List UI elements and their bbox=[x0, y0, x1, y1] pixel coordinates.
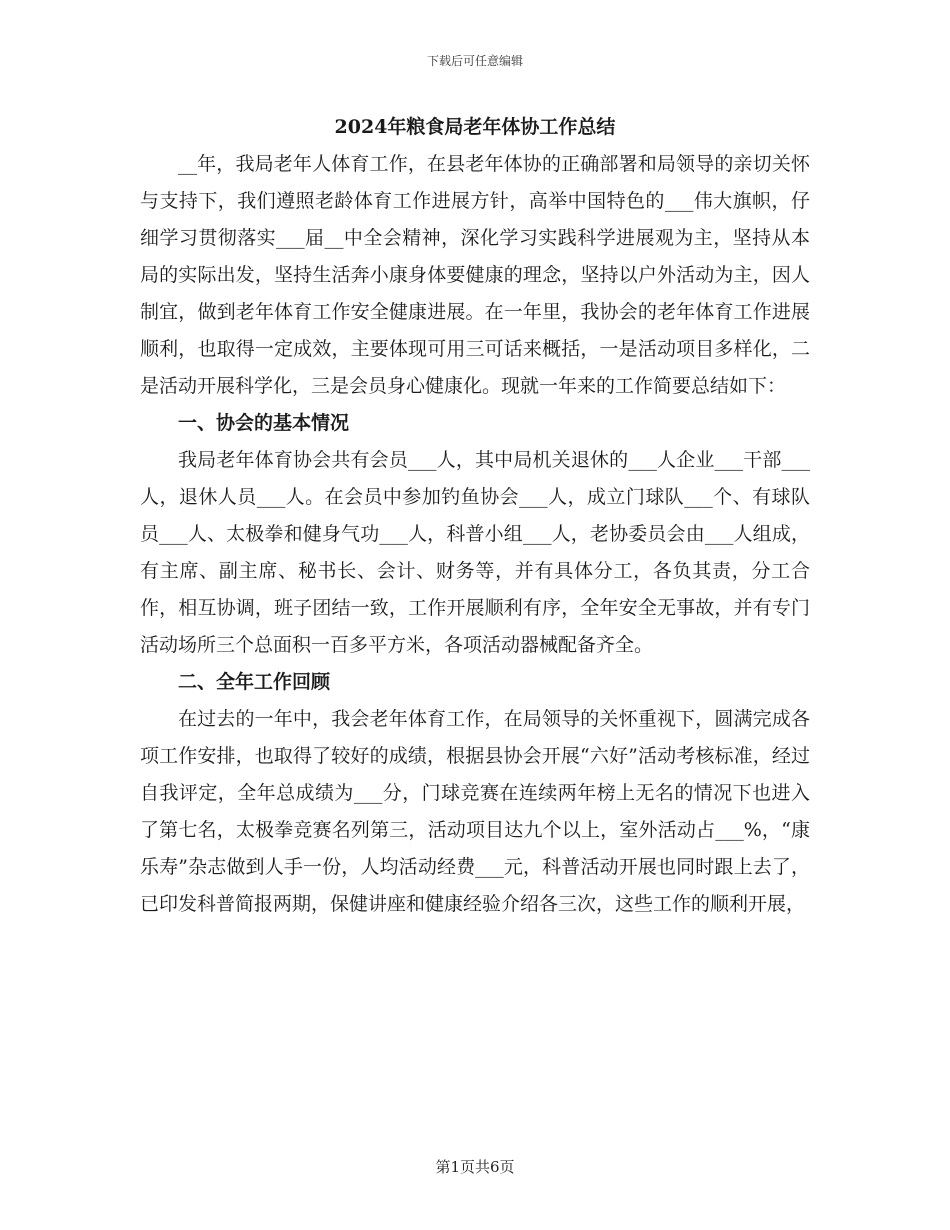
page-header-note: 下载后可任意编辑 bbox=[426, 54, 523, 68]
section-heading-basic-info: 一、协会的基本情况 bbox=[178, 412, 350, 434]
document-body bbox=[140, 146, 810, 923]
basic-info-paragraph: 我局老年体育协会共有会员___人，其中局机关退休的___人企业___干部___人，退休人员___人。在会员中参加钓鱼协会___人，成立门球队___个、有球队员___人、太极拳和健身气功___人，科普小组___人，老协委员会由___人组成，有主席、副主席、秘书长、会计、财务等，并有具体分工，各负其责，分工合作，相互协调，班子团结一致，工作开展顺利有序，全年安全无事故，并有专门活动场所三个总面积一百多平方米，各项活动器械配备齐全。 bbox=[140, 449, 810, 656]
review-paragraph: 在过去的一年中，我会老年体育工作，在局领导的关怀重视下，圆满完成各项工作安排，也取得了较好的成绩，根据县协会开展“六好”活动考核标准，经过自我评定，全年总成绩为___分，门球竞赛在连续两年榜上无名的情况下也进入了第七名，太极拳竞赛名列第三，活动项目达九个以上，室外活动占___%，“康乐寿”杂志做到人手一份，人均活动经费___元，科普活动开展也同时跟上去了，已印发科普简报两期，保健讲座和健康经验介绍各三次，这些工作的顺利开展， bbox=[140, 708, 810, 915]
page-number: 第1页共6页 bbox=[435, 1158, 515, 1176]
document-title: 2024年粮食局老年体协工作总结 bbox=[334, 116, 616, 138]
intro-paragraph: __年，我局老年人体育工作，在县老年体协的正确部署和局领导的亲切关怀与支持下，我们遵照老龄体育工作进展方针，高举中国特色的___伟大旗帜，仔细学习贯彻落实___届__中全会精神，深化学习实践科学进展观为主，坚持从本局的实际出发，坚持生活奔小康身体要健康的理念，坚持以户外活动为主，因人制宜，做到老年体育工作安全健康进展。在一年里，我协会的老年体育工作进展顺利，也取得一定成效，主要体现可用三可话来概括，一是活动项目多样化，二是活动开展科学化，三是会员身心健康化。现就一年来的工作简要总结如下： bbox=[140, 153, 810, 397]
section-heading-review: 二、全年工作回顾 bbox=[178, 671, 331, 693]
